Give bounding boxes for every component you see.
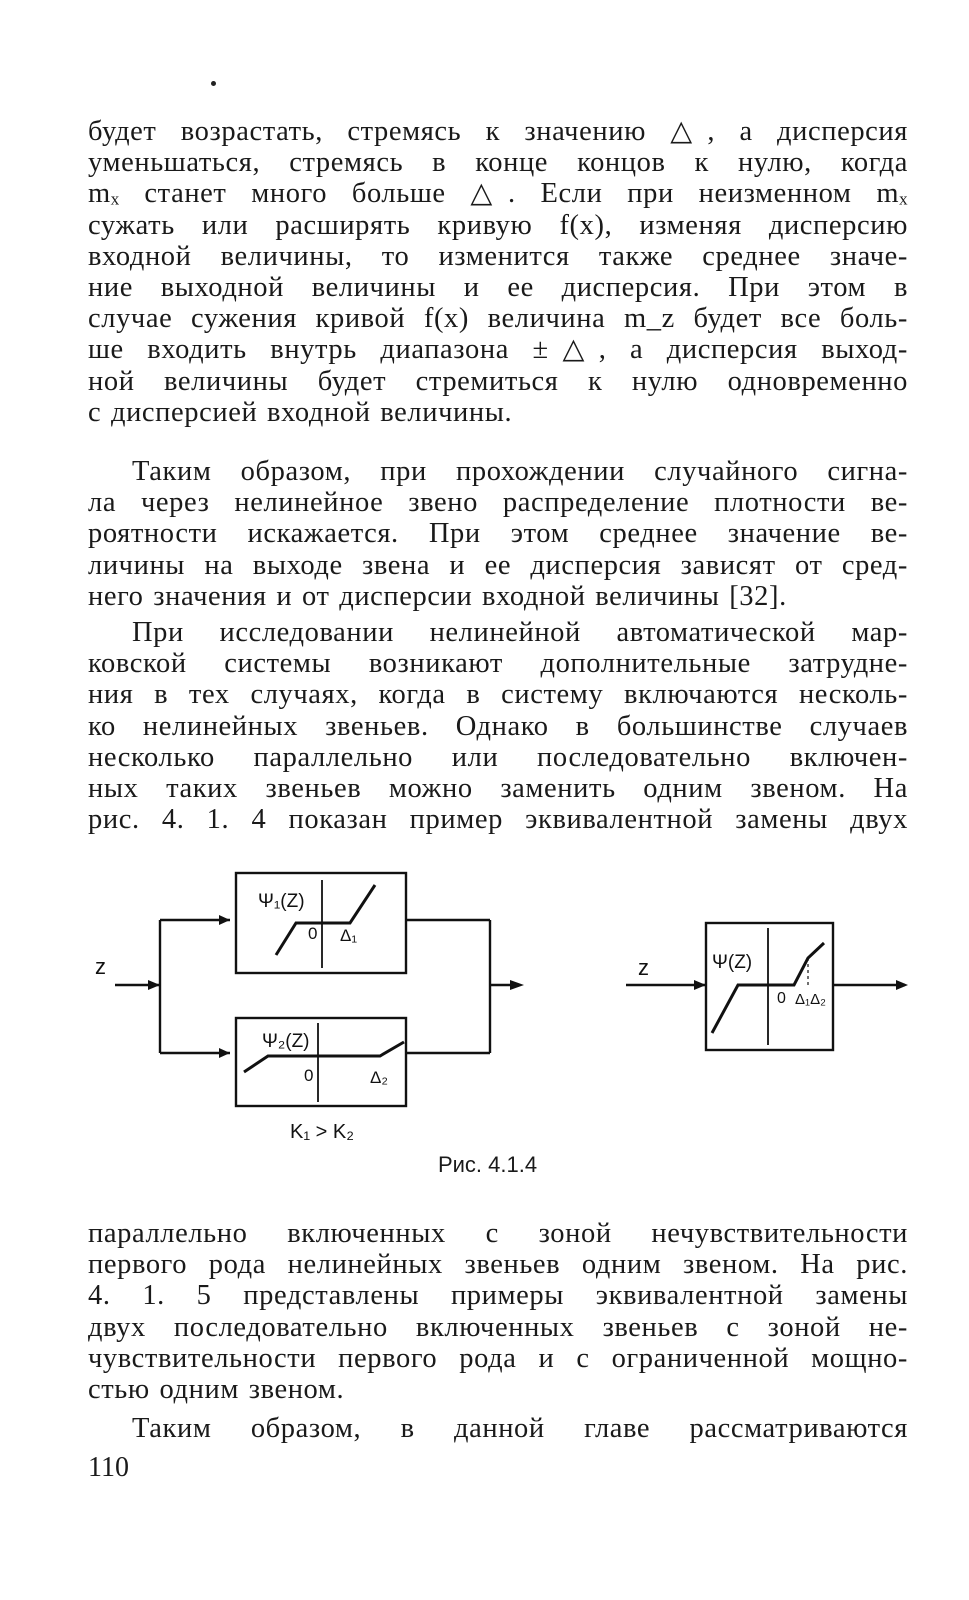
- text-line: ния в тех случаях, когда в систему включаются несколь-: [88, 679, 908, 711]
- paragraph-5: [88, 1413, 908, 1444]
- paragraph-2: [88, 456, 908, 612]
- paragraph-3: [88, 617, 908, 835]
- label-input-right: z: [638, 955, 649, 980]
- text-line: параллельно включенных с зоной нечувствительности: [88, 1218, 908, 1249]
- text-line: 4. 1. 5 представлены примеры эквивалентной замены: [88, 1280, 908, 1312]
- text-line: него значения и от дисперсии входной величины [32].: [88, 580, 787, 612]
- text-line: Таким образом, при прохождении случайного сигна-: [132, 456, 908, 487]
- label-condition: K₁ > K₂: [290, 1121, 354, 1143]
- text-line: mₓ станет много больше △. Если при неизменном mₓ: [88, 178, 908, 210]
- text-line: сужать или расширять кривую f(x), изменяя дисперсию: [88, 209, 908, 241]
- text-line: первого рода нелинейных звеньев одним звеном. На рис.: [88, 1249, 908, 1281]
- paragraph-4: [88, 1218, 908, 1405]
- text-line: рис. 4. 1. 4 показан пример эквивалентной замены двух: [88, 804, 908, 836]
- label-zero-1: 0: [308, 924, 318, 943]
- label-psi1: Ψ₁(Z): [258, 891, 305, 912]
- text-line: чувствительности первого рода и с ограниченной мощно-: [88, 1342, 908, 1374]
- text-line: ние выходной величины и ее дисперсия. При этом в: [88, 272, 908, 304]
- text-line: случае сужения кривой f(x) величина m_z будет все боль-: [88, 303, 908, 335]
- text-line: несколько параллельно или последовательно включен-: [88, 741, 908, 773]
- text-line: ковской системы возникают дополнительные затрудне-: [88, 648, 908, 680]
- label-deltas: Δ₁Δ₂: [795, 991, 826, 1008]
- text-line: ко нелинейных звеньев. Однако в большинстве случаев: [88, 710, 908, 742]
- text-line: Таким образом, в данной главе рассматриваются: [132, 1413, 908, 1444]
- text-line: ше входить внутрь диапазона ±△, а дисперсия выход-: [88, 334, 908, 366]
- text-line: с дисперсией входной величины.: [88, 396, 513, 428]
- paragraph-1: [88, 116, 908, 428]
- text-line: стью одним звеном.: [88, 1374, 345, 1406]
- stray-mark: [211, 81, 216, 86]
- text-line: ных таких звеньев можно заменить одним звеном. На: [88, 773, 908, 805]
- label-input-left: z: [95, 954, 106, 979]
- label-zero-3: 0: [777, 990, 786, 1007]
- figure-caption: [0, 1152, 969, 1178]
- text-line: При исследовании нелинейной автоматической мар-: [132, 617, 908, 648]
- label-delta1: Δ₁: [340, 926, 358, 945]
- label-delta2: Δ₂: [370, 1068, 388, 1087]
- text-line: входной величины, то изменится также среднее значе-: [88, 240, 908, 272]
- text-line: ла через нелинейное звено распределение плотности ве-: [88, 487, 908, 519]
- text-line: уменьшаться, стремясь в конце концов к нулю, когда: [88, 147, 908, 179]
- label-psi: Ψ(Z): [712, 952, 753, 973]
- caption-text: Рис. 4.1.4: [437, 1152, 538, 1177]
- text-line: будет возрастать, стремясь к значению △, а дисперсия: [88, 116, 908, 147]
- page-number: 110: [88, 1452, 129, 1483]
- text-line: личины на выходе звена и ее дисперсия зависят от сред-: [88, 549, 908, 581]
- figure-4-1-4: [0, 840, 969, 1150]
- text-line: роятности искажается. При этом среднее значение ве-: [88, 518, 908, 550]
- label-psi2: Ψ₂(Z): [262, 1031, 310, 1052]
- label-zero-2: 0: [304, 1066, 314, 1085]
- text-line: ной величины будет стремиться к нулю одновременно: [88, 365, 908, 397]
- text-line: двух последовательно включенных звеньев с зоной не-: [88, 1311, 908, 1343]
